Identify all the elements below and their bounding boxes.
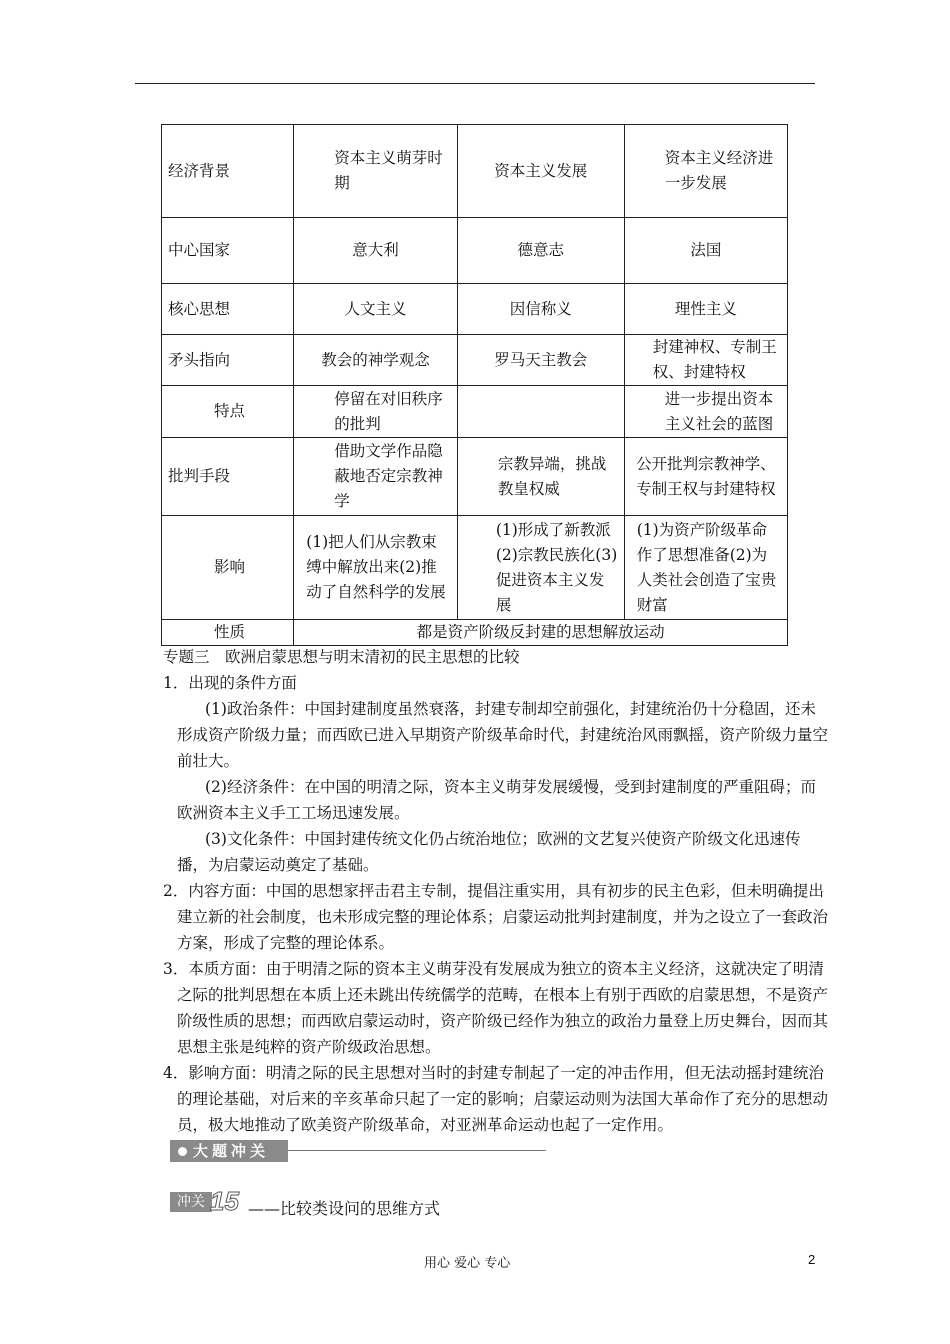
table-cell: 借助文学作品隐蔽地否定宗教神学 bbox=[294, 438, 458, 516]
table-cell: 封建神权、专制王权、封建特权 bbox=[624, 335, 787, 386]
section-title: 专题三 欧洲启蒙思想与明末清初的民主思想的比较 bbox=[163, 648, 520, 666]
table-cell: 资本主义发展 bbox=[457, 125, 624, 218]
table-cell: (1)形成了新教派(2)宗教民族化(3)促进资本主义发展 bbox=[457, 516, 624, 620]
table-row bbox=[162, 516, 788, 620]
table-cell: 德意志 bbox=[457, 218, 624, 284]
banner-line bbox=[288, 1150, 546, 1151]
row-label: 影响 bbox=[162, 516, 294, 620]
table-row bbox=[162, 438, 788, 516]
table-row bbox=[162, 125, 788, 218]
table-row bbox=[162, 284, 788, 335]
table-cell bbox=[457, 386, 624, 438]
table-cell: 意大利 bbox=[294, 218, 458, 284]
comparison-table bbox=[161, 124, 788, 646]
table-cell: 法国 bbox=[624, 218, 787, 284]
table-cell: 资本主义萌芽时期 bbox=[294, 125, 458, 218]
page-number: 2 bbox=[808, 1252, 816, 1267]
table-cell: 宗教异端，挑战教皇权威 bbox=[457, 438, 624, 516]
table-cell: 因信称义 bbox=[457, 284, 624, 335]
table-row bbox=[162, 335, 788, 386]
footer-text: 用心 爱心 专心 bbox=[424, 1256, 511, 1271]
table-row bbox=[162, 218, 788, 284]
paragraph: (2)经济条件：在中国的明清之际，资本主义萌芽发展缓慢，受到封建制度的严重阻碍；而欧洲资本主义手工工场迅速发展。 bbox=[177, 778, 816, 822]
table-cell: 资本主义经济进一步发展 bbox=[624, 125, 787, 218]
table-cell: 人文主义 bbox=[294, 284, 458, 335]
challenge-title: ——比较类设问的思维方式 bbox=[248, 1199, 441, 1218]
row-label: 经济背景 bbox=[162, 125, 294, 218]
paragraph: 3．本质方面：由于明清之际的资本主义萌芽没有发展成为独立的资本主义经济，这就决定了明清之际的批判思想在本质上还未跳出传统儒学的范畴，在根本上有别于西欧的启蒙思想，不是资产阶级性质的思想；而西欧启蒙运动时，资产阶级已经作为独立的政治力量登上历史舞台，因而其思想主张是纯粹的资产阶级政治思想。 bbox=[163, 960, 829, 1056]
table-cell: (1)把人们从宗教束缚中解放出来(2)推动了自然科学的发展 bbox=[294, 516, 458, 620]
table-row bbox=[162, 620, 788, 646]
paragraph: (1)政治条件：中国封建制度虽然衰落，封建专制却空前强化，封建统治仍十分稳固，还未形成资产阶级力量；而西欧已进入早期资产阶级革命时代，封建统治风雨飘摇，资产阶级力量空前壮大。 bbox=[177, 700, 829, 770]
table-cell: 罗马天主教会 bbox=[457, 335, 624, 386]
table-cell: 公开批判宗教神学、专制王权与封建特权 bbox=[624, 438, 787, 516]
table-row bbox=[162, 386, 788, 438]
header-rule bbox=[135, 83, 815, 84]
row-label: 中心国家 bbox=[162, 218, 294, 284]
row-label: 批判手段 bbox=[162, 438, 294, 516]
row-label: 特点 bbox=[162, 386, 294, 438]
section-banner bbox=[170, 1138, 546, 1164]
table-cell: 理性主义 bbox=[624, 284, 787, 335]
table-cell: 教会的神学观念 bbox=[294, 335, 458, 386]
paragraph: (3)文化条件：中国封建传统文化仍占统治地位；欧洲的文艺复兴使资产阶级文化迅速传播，为启蒙运动奠定了基础。 bbox=[177, 830, 801, 874]
table-cell: 都是资产阶级反封建的思想解放运动 bbox=[294, 620, 788, 646]
paragraph: 1．出现的条件方面 bbox=[163, 674, 297, 692]
banner-label: 大题冲关 bbox=[193, 1142, 270, 1160]
table-cell: 进一步提出资本主义社会的蓝图 bbox=[624, 386, 787, 438]
challenge-number: 15 bbox=[210, 1186, 239, 1216]
section-body bbox=[163, 644, 828, 1138]
challenge-badge: 冲关 bbox=[170, 1192, 212, 1212]
table-cell: (1)为资产阶级革命作了思想准备(2)为人类社会创造了宝贵财富 bbox=[624, 516, 787, 620]
paragraph: 2．内容方面：中国的思想家抨击君主专制，提倡注重实用，具有初步的民主色彩，但未明确提出建立新的社会制度，也未形成完整的理论体系；启蒙运动批判封建制度，并为之设立了一套政治方案，形成了完整的理论体系。 bbox=[163, 882, 829, 952]
bullet-icon bbox=[178, 1147, 187, 1156]
row-label: 核心思想 bbox=[162, 284, 294, 335]
row-label: 矛头指向 bbox=[162, 335, 294, 386]
row-label: 性质 bbox=[162, 620, 294, 646]
table-cell: 停留在对旧秩序的批判 bbox=[294, 386, 458, 438]
banner-box bbox=[170, 1140, 288, 1162]
paragraph: 4．影响方面：明清之际的民主思想对当时的封建专制起了一定的冲击作用，但无法动摇封建统治的理论基础，对后来的辛亥革命只起了一定的影响；启蒙运动则为法国大革命作了充分的思想动员，极大地推动了欧美资产阶级革命，对亚洲革命运动也起了一定作用。 bbox=[163, 1064, 829, 1134]
